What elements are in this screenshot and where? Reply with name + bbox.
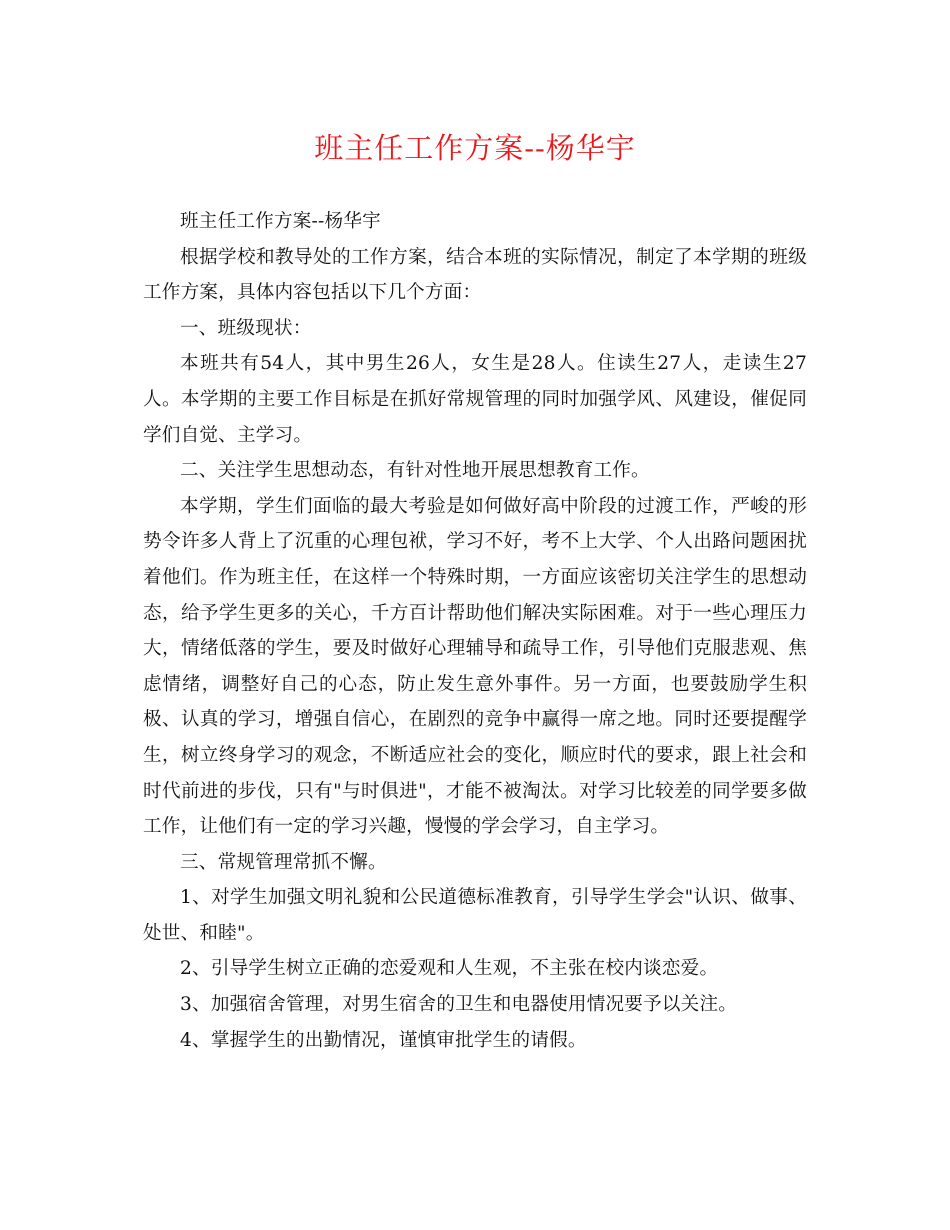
list-item-2: 2、引导学生树立正确的恋爱观和人生观，不主张在校内谈恋爱。 [180, 958, 719, 980]
document-body [143, 204, 807, 1058]
list-item-1: 1、对学生加强文明礼貌和公民道德标准教育，引导学生学会"认识、做事、处世、和睦"。 [143, 887, 807, 944]
paragraph-intro: 根据学校和教导处的工作方案，结合本班的实际情况，制定了本学期的班级工作方案，具体内容包括以下几个方面： [143, 246, 807, 304]
paragraph-subtitle: 班主任工作方案--杨华宇 [180, 211, 381, 232]
section-heading-2: 二、关注学生思想动态，有针对性地开展思想教育工作。 [180, 460, 650, 482]
list-item-3: 3、加强宿舍管理，对男生宿舍的卫生和电器使用情况要予以关注。 [180, 994, 738, 1016]
paragraph-class-status: 本班共有54人，其中男生26人，女生是28人。住读生27人，走读生27人。本学期的主要工作目标是在抓好常规管理的同时加强学风、风建设，催促同学们自觉、主学习。 [143, 353, 807, 446]
paragraph-thought-education: 本学期，学生们面临的最大考验是如何做好高中阶段的过渡工作，严峻的形势令许多人背上了沉重的心理包袱，学习不好，考不上大学、个人出路问题困扰着他们。作为班主任，在这样一个特殊时期，一方面应该密切关注学生的思想动态，给予学生更多的关心，千方百计帮助他们解决实际困难。对于一些心理压力大，情绪低落的学生，要及时做好心理辅导和疏导工作，引导他们克服悲观、焦虑情绪，调整好自己的心态，防止发生意外事件。另一方面，也要鼓励学生积极、认真的学习，增强自信心，在剧烈的竞争中赢得一席之地。同时还要提醒学生，树立终身学习的观念，不断适应社会的变化，顺应时代的要求，跟上社会和时代前进的步伐，只有"与时俱进"，才能不被淘汰。对学习比较差的同学要多做工作，让他们有一定的学习兴趣，慢慢的学会学习，自主学习。 [143, 495, 807, 838]
list-item-4: 4、掌握学生的出勤情况，谨慎审批学生的请假。 [180, 1029, 587, 1051]
section-heading-1: 一、班级现状： [180, 317, 312, 339]
document-title: 班主任工作方案--杨华宇 [314, 131, 636, 165]
section-heading-3: 三、常规管理常抓不懈。 [180, 851, 387, 873]
